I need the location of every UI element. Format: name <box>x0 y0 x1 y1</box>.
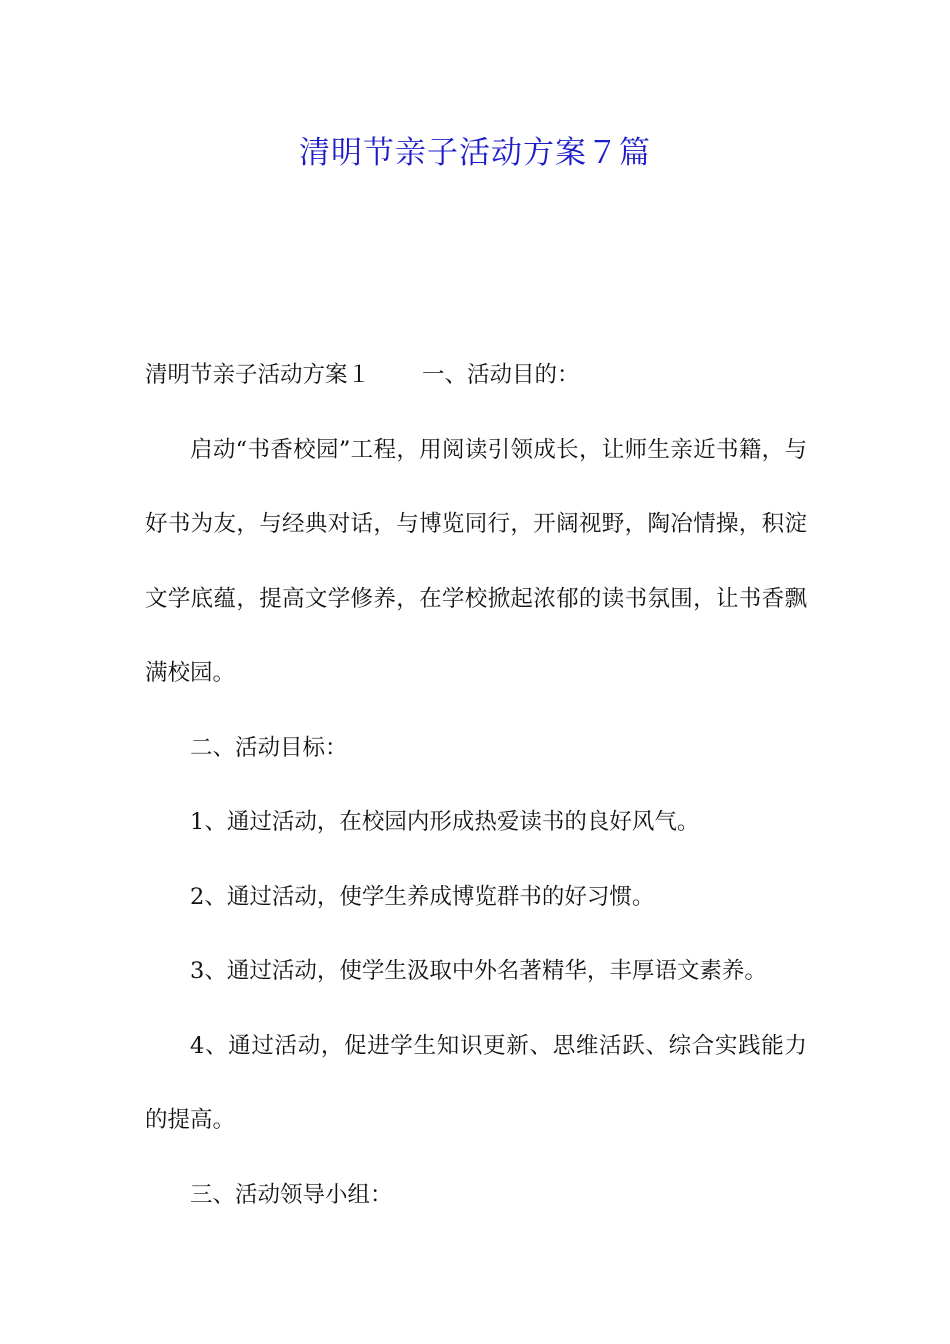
goal-item-2: 2、通过活动，使学生养成博览群书的好习惯。 <box>190 883 655 910</box>
document-body <box>145 338 807 1232</box>
paragraph-plan-heading <box>145 338 807 413</box>
section-purpose-heading: 一、活动目的： <box>422 362 580 388</box>
section-goals-heading: 二、活动目标： <box>190 734 348 761</box>
goal-item-1: 1、通过活动，在校园内形成热爱读书的良好风气。 <box>190 809 700 835</box>
goal-item-3: 3、通过活动，使学生汲取中外名著精华，丰厚语文素养。 <box>190 958 767 984</box>
paragraph-purpose: 启动“书香校园”工程，用阅读引领成长，让师生亲近书籍，与好书为友，与经典对话，与博览同行，开阔视野，陶冶情操，积淀文学底蕴，提高文学修养，在学校掀起浓郁的读书氛围，让书香飘满校园。 <box>145 436 807 686</box>
goal-item-4: 4、通过活动，促进学生知识更新、思维活跃、综合实践能力的提高。 <box>145 1032 807 1133</box>
plan-heading: 清明节亲子活动方案１ <box>145 362 371 388</box>
section-leadership-heading: 三、活动领导小组： <box>190 1181 393 1208</box>
document-title: 清明节亲子活动方案７篇 <box>299 135 651 171</box>
